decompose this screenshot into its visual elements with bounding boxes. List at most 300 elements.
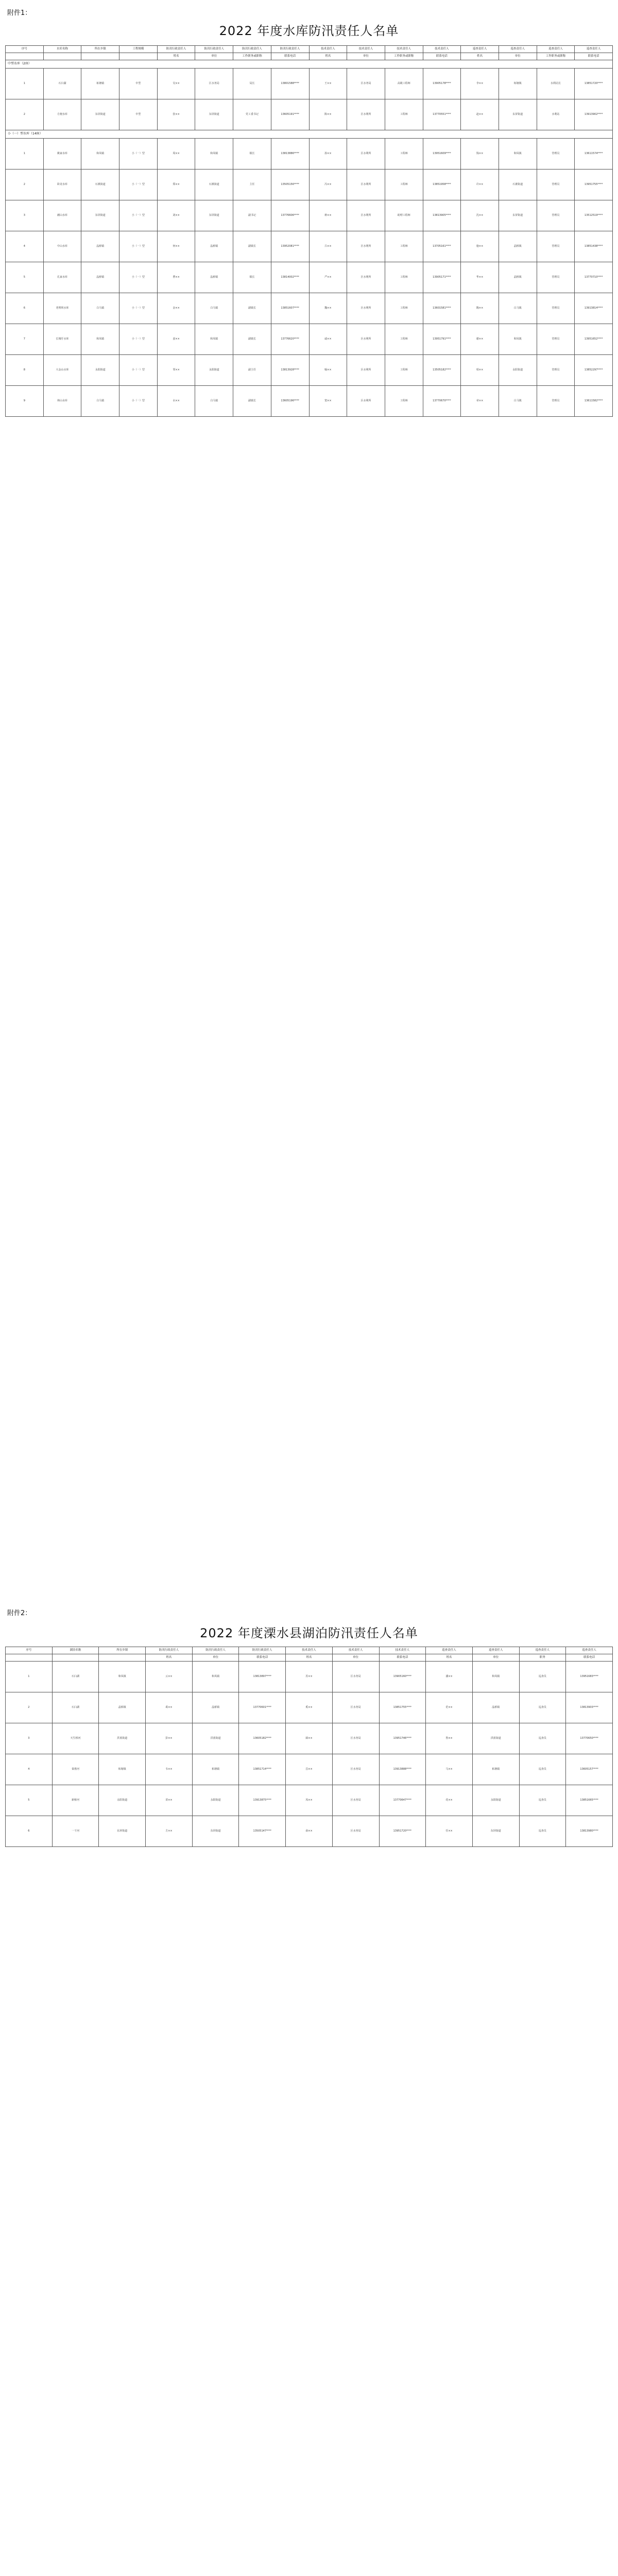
table-cell: 管理员 xyxy=(537,324,575,355)
table-cell: 13770650**** xyxy=(566,1723,613,1754)
table-cell: 13851755**** xyxy=(379,1692,426,1723)
header-cell: 防汛行政责任人 xyxy=(271,46,309,53)
table-cell: 沈×× xyxy=(461,200,499,231)
sub-header-cell: 职务 xyxy=(519,1654,566,1662)
table-cell: 5 xyxy=(6,262,44,293)
sub-header-cell: 姓名 xyxy=(461,53,499,60)
header-cell: 巡查责任人 xyxy=(575,46,613,53)
header-cell: 防汛行政责任人 xyxy=(233,46,271,53)
table-cell: 13913888**** xyxy=(379,1754,426,1785)
sub-header-cell: 工作职务或职称 xyxy=(233,53,271,60)
table-cell: 13951683**** xyxy=(566,1662,613,1692)
table-cell: 镇长 xyxy=(233,262,271,293)
table-cell: 13801588**** xyxy=(271,69,309,99)
table-cell: 小（一）型 xyxy=(119,355,158,386)
table-cell: 小（一）型 xyxy=(119,139,158,170)
header-cell: 防汛行政责任人 xyxy=(195,46,233,53)
table-cell: 工程师 xyxy=(385,99,423,130)
table-cell: 区水利所 xyxy=(347,262,385,293)
table-cell: 柘塘镇 xyxy=(192,1754,239,1785)
table-cell: 13770670**** xyxy=(423,386,461,417)
table-cell: 区水务局 xyxy=(332,1754,379,1785)
table-cell: 水×× xyxy=(157,386,195,417)
table-cell: 13905160**** xyxy=(379,1662,426,1692)
table-cell: 镇长 xyxy=(233,139,271,170)
table-cell: 和凤镇 xyxy=(192,1662,239,1692)
table-cell: 花×× xyxy=(426,1785,473,1816)
annex1-title: 2022 年度水库防汛责任人名单 xyxy=(219,24,399,38)
annex2-label: 附件2： xyxy=(7,1609,32,1617)
table-cell: 华×× xyxy=(461,262,499,293)
table-cell: 副主任 xyxy=(233,355,271,386)
table-cell: 13851607**** xyxy=(271,293,309,324)
header-cell: 巡查责任人 xyxy=(566,1647,613,1654)
table-cell: 柘塘镇 xyxy=(99,1754,146,1785)
table-cell: 13913814**** xyxy=(575,293,613,324)
table-cell: 管理员 xyxy=(537,200,575,231)
table-cell: 云×× xyxy=(146,1662,193,1692)
table-cell: 吕×× xyxy=(309,231,347,262)
sub-header-cell: 联系电话 xyxy=(423,53,461,60)
table-cell: 13705161**** xyxy=(423,231,461,262)
table-cell: 和凤镇 xyxy=(195,139,233,170)
header-cell: 巡查责任人 xyxy=(461,46,499,53)
table-cell: 工程师 xyxy=(385,170,423,200)
table-cell: 石湫街道 xyxy=(499,170,537,200)
table-cell: 喻×× xyxy=(309,355,347,386)
table-cell: 巡查员 xyxy=(519,1754,566,1785)
table-cell: 彭×× xyxy=(146,1723,193,1754)
table-cell: 东屏街道 xyxy=(192,1816,239,1847)
table-cell: 何×× xyxy=(157,231,195,262)
table-cell: 13905171**** xyxy=(423,262,461,293)
table-row xyxy=(6,1723,613,1754)
table-cell: 13813903**** xyxy=(566,1692,613,1723)
table-cell: 小（一）型 xyxy=(119,386,158,417)
table-cell: 小（一）型 xyxy=(119,231,158,262)
table-cell: 晶桥镇 xyxy=(99,1692,146,1723)
table-cell: 许×× xyxy=(461,170,499,200)
table-cell: 大金山水库 xyxy=(43,355,81,386)
header-cell: 巡查责任人 xyxy=(426,1647,473,1654)
sub-header-cell: 联系电话 xyxy=(566,1654,613,1662)
table-cell: 区水利所 xyxy=(347,99,385,130)
table-cell: 管理员 xyxy=(537,170,575,200)
group-header: 小（一）型水库（14座） xyxy=(6,130,613,139)
table-cell: 小（一）型 xyxy=(119,170,158,200)
table-cell: 13813897**** xyxy=(239,1662,286,1692)
table-cell: 柘塘镇 xyxy=(499,69,537,99)
table-cell: 小（一）型 xyxy=(119,324,158,355)
table-cell: 13814002**** xyxy=(271,262,309,293)
table-cell: 石臼湖 xyxy=(52,1662,99,1692)
table-cell: 张×× xyxy=(157,99,195,130)
table-cell: 2 xyxy=(6,1692,53,1723)
table-cell: 卧龙水库 xyxy=(43,170,81,200)
table-cell: 1 xyxy=(6,69,44,99)
header-cell: 湖泊名称 xyxy=(52,1647,99,1654)
table-cell: 13512519**** xyxy=(575,200,613,231)
annex2-title: 2022 年度溧水县湖泊防汛责任人名单 xyxy=(200,1626,418,1640)
table-cell: 王×× xyxy=(309,69,347,99)
table-cell: 东屏街道 xyxy=(81,200,119,231)
table-cell: 和凤镇 xyxy=(499,139,537,170)
table-cell: 孙×× xyxy=(309,139,347,170)
table-cell: 东屏街道 xyxy=(499,99,537,130)
table-cell: 晶桥镇 xyxy=(195,231,233,262)
table-cell: 13605191**** xyxy=(271,99,309,130)
table-cell: 刘×× xyxy=(157,200,195,231)
table-cell: 区水务局 xyxy=(332,1662,379,1692)
table-cell: 8 xyxy=(6,355,44,386)
table-cell: 一干河 xyxy=(52,1816,99,1847)
table-cell: 巡查员 xyxy=(519,1662,566,1692)
table-cell: 潘×× xyxy=(426,1662,473,1692)
table-cell: 3 xyxy=(6,200,44,231)
table-cell: 秦淮河 xyxy=(52,1754,99,1785)
sub-header-cell xyxy=(119,53,158,60)
sub-header-cell xyxy=(6,1654,53,1662)
table-cell: 吴×× xyxy=(157,69,195,99)
table-cell: 6 xyxy=(6,1816,53,1847)
sub-header-cell: 工作职务或职称 xyxy=(537,53,575,60)
table-cell: 区水务局 xyxy=(332,1816,379,1847)
header-cell: 防汛行政责任人 xyxy=(157,46,195,53)
table-cell: 任×× xyxy=(426,1816,473,1847)
table-cell: 区水利所 xyxy=(347,355,385,386)
table-cell: 石湫街道 xyxy=(81,170,119,200)
header-cell: 技术责任人 xyxy=(347,46,385,53)
table-cell: 13605157**** xyxy=(566,1754,613,1785)
table-cell: 和凤镇 xyxy=(472,1662,519,1692)
sub-header-cell xyxy=(99,1654,146,1662)
table-cell: 管理员 xyxy=(537,262,575,293)
table-cell: 魏×× xyxy=(309,293,347,324)
table-cell: 13905178**** xyxy=(423,69,461,99)
sub-header-cell xyxy=(6,53,44,60)
table-cell: 小（一）型 xyxy=(119,293,158,324)
table-cell: 区水利所 xyxy=(347,324,385,355)
table-cell: 3 xyxy=(6,1723,53,1754)
table-cell: 洪蓝街道 xyxy=(192,1723,239,1754)
table-cell: 水利站长 xyxy=(537,69,575,99)
table-cell: 区水务局 xyxy=(195,69,233,99)
table-cell: 永阳街道 xyxy=(499,355,537,386)
table-cell: 中山水库 xyxy=(43,231,81,262)
table-cell: 13505182**** xyxy=(423,355,461,386)
header-cell: 序号 xyxy=(6,1647,53,1654)
table-cell: 巡查员 xyxy=(519,1816,566,1847)
table-cell: 工程师 xyxy=(385,293,423,324)
header-cell: 水库名称 xyxy=(43,46,81,53)
table-cell: 高级工程师 xyxy=(385,69,423,99)
table-cell: 13505147**** xyxy=(239,1816,286,1847)
table-cell: 赵×× xyxy=(461,99,499,130)
sub-header-cell: 姓名 xyxy=(146,1654,193,1662)
table-cell: 管理员 xyxy=(537,231,575,262)
table-cell: 13770551**** xyxy=(423,99,461,130)
header-cell: 序号 xyxy=(6,46,44,53)
table-cell: 区水利所 xyxy=(347,293,385,324)
table-row xyxy=(6,386,613,417)
table-row xyxy=(6,231,613,262)
table-cell: 13913902**** xyxy=(575,99,613,130)
table-cell: 工程师 xyxy=(385,262,423,293)
table-cell: 谢×× xyxy=(461,324,499,355)
table-cell: 工程师 xyxy=(385,324,423,355)
table-cell: 石湫街道 xyxy=(195,170,233,200)
header-cell: 巡查责任人 xyxy=(537,46,575,53)
table-cell: 韦×× xyxy=(146,1754,193,1785)
table-cell: 局长 xyxy=(233,69,271,99)
table-cell: 13852297**** xyxy=(575,355,613,386)
table-cell: 13851438**** xyxy=(575,231,613,262)
table-cell: 13851665**** xyxy=(566,1785,613,1816)
table-cell: 永阳街道 xyxy=(99,1785,146,1816)
sub-header-cell: 单位 xyxy=(332,1654,379,1662)
table-cell: 蒋×× xyxy=(309,200,347,231)
table-cell: 1 xyxy=(6,1662,53,1692)
table-cell: 郎×× xyxy=(286,1723,333,1754)
table-cell: 冯×× xyxy=(309,170,347,200)
table-cell: 葛×× xyxy=(146,1692,193,1723)
table-cell: 副书记 xyxy=(233,200,271,231)
table-cell: 章×× xyxy=(461,386,499,417)
table-cell: 白马镇 xyxy=(81,386,119,417)
table-cell: 13851720**** xyxy=(575,69,613,99)
table-row xyxy=(6,1785,613,1816)
table-cell: 柘塘镇 xyxy=(81,69,119,99)
sub-header-cell: 姓名 xyxy=(157,53,195,60)
table-cell: 13951746**** xyxy=(379,1723,426,1754)
table-cell: 和凤镇 xyxy=(99,1662,146,1692)
table-cell: 范×× xyxy=(426,1692,473,1723)
table-cell: 和凤镇 xyxy=(81,324,119,355)
table-cell: 林山水库 xyxy=(43,386,81,417)
table-row xyxy=(6,170,613,200)
table-cell: 6 xyxy=(6,293,44,324)
table-cell: 13813928**** xyxy=(271,355,309,386)
table-cell: 姜×× xyxy=(157,324,195,355)
table-cell: 副镇长 xyxy=(233,231,271,262)
table-cell: 区水务局 xyxy=(347,69,385,99)
table-row xyxy=(6,1816,613,1847)
header-cell: 工程规模 xyxy=(119,46,158,53)
table-cell: 13605182**** xyxy=(239,1723,286,1754)
table-cell: 鲁×× xyxy=(426,1723,473,1754)
table-cell: 和凤镇 xyxy=(195,324,233,355)
table-cell: 晶桥镇 xyxy=(192,1692,239,1723)
table-row xyxy=(6,262,613,293)
sub-header-cell: 姓名 xyxy=(426,1654,473,1662)
table-cell: 窦×× xyxy=(309,386,347,417)
table-row xyxy=(6,324,613,355)
table-row xyxy=(6,1754,613,1785)
table-cell: 永阳街道 xyxy=(195,355,233,386)
header-cell: 所在乡镇 xyxy=(81,46,119,53)
sub-header-cell: 联系电话 xyxy=(379,1654,426,1662)
table-cell: 13601581**** xyxy=(423,293,461,324)
group-header: 中型水库（2座） xyxy=(6,60,613,69)
sub-header-cell: 联系电话 xyxy=(271,53,309,60)
table-cell: 2 xyxy=(6,170,44,200)
table-cell: 白马镇 xyxy=(195,386,233,417)
table-cell: 区水务局 xyxy=(332,1692,379,1723)
table-row xyxy=(6,1692,613,1723)
table-row xyxy=(6,293,613,324)
header-cell: 技术责任人 xyxy=(332,1647,379,1654)
table-row xyxy=(6,355,613,386)
table-cell: 晶桥镇 xyxy=(472,1692,519,1723)
table-cell: 天生桥河 xyxy=(52,1723,99,1754)
table-cell: 苏×× xyxy=(286,1662,333,1692)
lake-table xyxy=(5,1647,613,1847)
table-cell: 区水务局 xyxy=(332,1723,379,1754)
table-cell: 戚×× xyxy=(309,324,347,355)
table-cell: 管理员 xyxy=(537,139,575,170)
table-cell: 白马镇 xyxy=(195,293,233,324)
sub-header-cell: 姓名 xyxy=(286,1654,333,1662)
table-cell: 13505156**** xyxy=(271,170,309,200)
table-row xyxy=(6,200,613,231)
header-cell: 防汛行政责任人 xyxy=(192,1647,239,1654)
table-cell: 水利站 xyxy=(537,99,575,130)
table-cell: 主任 xyxy=(233,170,271,200)
table-cell: 郑×× xyxy=(157,170,195,200)
table-cell: 东屏街道 xyxy=(195,99,233,130)
sub-header-cell xyxy=(52,1654,99,1662)
table-cell: 白马镇 xyxy=(81,293,119,324)
table-cell: 党工委书记 xyxy=(233,99,271,130)
table-cell: 俞×× xyxy=(286,1816,333,1847)
table-cell: 工程师 xyxy=(385,355,423,386)
table-cell: 13813980**** xyxy=(566,1816,613,1847)
table-cell: 周×× xyxy=(157,139,195,170)
table-cell: 晶桥镇 xyxy=(81,231,119,262)
table-cell: 13951755**** xyxy=(575,170,613,200)
table-cell: 13770601**** xyxy=(239,1692,286,1723)
table-cell: 白马镇 xyxy=(499,386,537,417)
header-cell: 技术责任人 xyxy=(286,1647,333,1654)
table-row xyxy=(6,139,613,170)
table-cell: 新桥河 xyxy=(52,1785,99,1816)
table-cell: 苗×× xyxy=(146,1785,193,1816)
sub-header-cell: 单位 xyxy=(472,1654,519,1662)
table-cell: 7 xyxy=(6,324,44,355)
table-cell: 工程师 xyxy=(385,231,423,262)
table-cell: 区水利所 xyxy=(347,231,385,262)
table-cell: 区水务局 xyxy=(332,1785,379,1816)
table-cell: 13952081**** xyxy=(271,231,309,262)
table-cell: 13611574**** xyxy=(575,139,613,170)
sub-header-cell: 工作职务或职称 xyxy=(385,53,423,60)
table-cell: 方便水库 xyxy=(43,99,81,130)
table-cell: 13951652**** xyxy=(575,324,613,355)
sub-header-cell: 单位 xyxy=(499,53,537,60)
table-cell: 老鸦坝水库 xyxy=(43,293,81,324)
sub-header-cell xyxy=(43,53,81,60)
table-cell: 工程师 xyxy=(385,139,423,170)
table-cell: 柘塘镇 xyxy=(472,1754,519,1785)
table-cell: 13611582**** xyxy=(575,386,613,417)
table-cell: 东屏街道 xyxy=(472,1816,519,1847)
table-cell: 严×× xyxy=(309,262,347,293)
table-cell: 晶桥镇 xyxy=(499,231,537,262)
table-cell: 13813886**** xyxy=(271,139,309,170)
header-cell: 技术责任人 xyxy=(379,1647,426,1654)
table-cell: 赭山水库 xyxy=(43,200,81,231)
header-cell: 技术责任人 xyxy=(309,46,347,53)
table-cell: 13951609**** xyxy=(423,139,461,170)
table-cell: 4 xyxy=(6,1754,53,1785)
table-cell: 奚×× xyxy=(286,1692,333,1723)
sub-header-cell: 单位 xyxy=(347,53,385,60)
table-cell: 中型 xyxy=(119,99,158,130)
table-cell: 13813905**** xyxy=(423,200,461,231)
table-cell: 副镇长 xyxy=(233,386,271,417)
table-cell: 白马镇 xyxy=(499,293,537,324)
sub-header-cell: 联系电话 xyxy=(575,53,613,60)
table-cell: 邹×× xyxy=(157,355,195,386)
table-cell: 9 xyxy=(6,386,44,417)
table-row xyxy=(6,69,613,99)
table-cell: 管理员 xyxy=(537,293,575,324)
annex1-label: 附件1： xyxy=(7,9,32,17)
sub-header-cell xyxy=(81,53,119,60)
header-cell: 巡查责任人 xyxy=(499,46,537,53)
table-cell: 金×× xyxy=(157,293,195,324)
table-cell: 凤×× xyxy=(286,1785,333,1816)
table-cell: 永阳街道 xyxy=(81,355,119,386)
table-cell: 区水利所 xyxy=(347,200,385,231)
table-cell: 管理员 xyxy=(537,355,575,386)
table-cell: 石臼湖 xyxy=(52,1692,99,1723)
table-cell: 洪蓝街道 xyxy=(99,1723,146,1754)
table-cell: 小（一）型 xyxy=(119,262,158,293)
sub-header-cell: 联系电话 xyxy=(239,1654,286,1662)
table-cell: 和凤镇 xyxy=(499,324,537,355)
table-cell: 5 xyxy=(6,1785,53,1816)
reservoir-table xyxy=(5,45,613,417)
table-cell: 区水利所 xyxy=(347,386,385,417)
table-cell: 东屏街道 xyxy=(99,1816,146,1847)
table-cell: 助理工程师 xyxy=(385,200,423,231)
table-cell: 陶×× xyxy=(461,293,499,324)
table-cell: 13770647**** xyxy=(379,1785,426,1816)
table-cell: 东屏街道 xyxy=(195,200,233,231)
sub-header-cell: 单位 xyxy=(192,1654,239,1662)
sub-header-cell: 姓名 xyxy=(309,53,347,60)
table-cell: 巡查员 xyxy=(519,1785,566,1816)
table-cell: 东屏街道 xyxy=(81,99,119,130)
table-cell: 方×× xyxy=(146,1816,193,1847)
table-cell: 13913875**** xyxy=(239,1785,286,1816)
table-cell: 李×× xyxy=(461,69,499,99)
table-cell: 13770710**** xyxy=(575,262,613,293)
table-cell: 13951791**** xyxy=(423,324,461,355)
table-cell: 洪蓝街道 xyxy=(472,1723,519,1754)
table-cell: 曹×× xyxy=(157,262,195,293)
table-cell: 工程师 xyxy=(385,386,423,417)
table-cell: 施×× xyxy=(461,231,499,262)
table-cell: 4 xyxy=(6,231,44,262)
header-cell: 技术责任人 xyxy=(385,46,423,53)
header-cell: 技术责任人 xyxy=(423,46,461,53)
table-cell: 副镇长 xyxy=(233,324,271,355)
table-cell: 13605196**** xyxy=(271,386,309,417)
table-cell: 区水利所 xyxy=(347,170,385,200)
table-cell: 13851958**** xyxy=(423,170,461,200)
